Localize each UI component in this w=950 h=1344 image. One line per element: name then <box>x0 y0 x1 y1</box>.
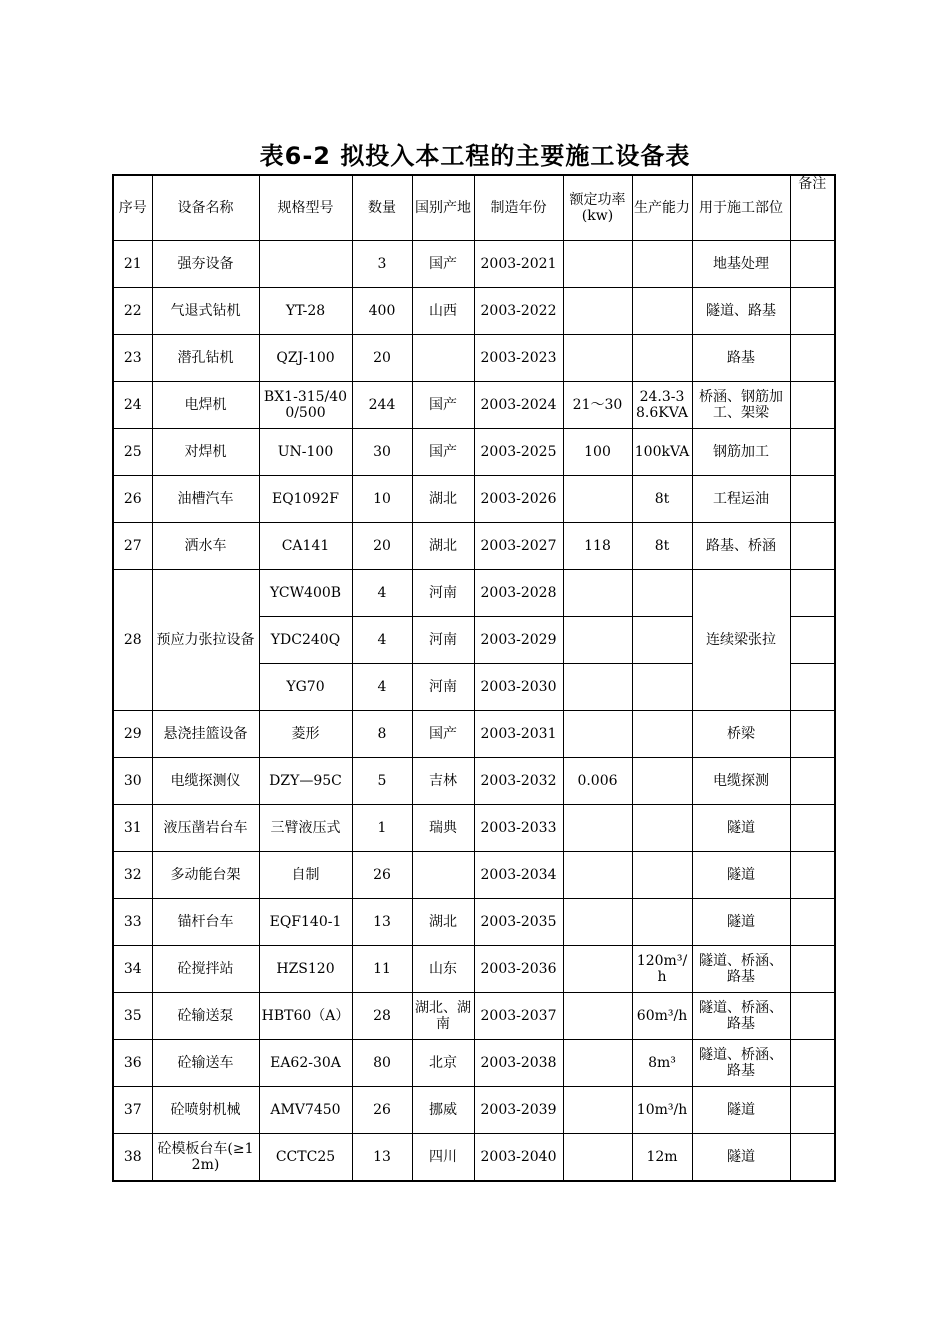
cell-seq: 25 <box>113 429 152 476</box>
cell-origin: 河南 <box>412 664 474 711</box>
table-row <box>113 899 835 946</box>
cell-year: 2003-2025 <box>474 429 563 476</box>
cell-year: 2003-2029 <box>474 617 563 664</box>
cell-qty: 13 <box>352 1134 412 1182</box>
cell-capacity <box>632 852 692 899</box>
table-row <box>113 288 835 335</box>
cell-capacity <box>632 617 692 664</box>
cell-note <box>790 617 835 664</box>
header-qty: 数量 <box>352 175 412 241</box>
cell-origin: 吉林 <box>412 758 474 805</box>
cell-name: 锚杆台车 <box>152 899 259 946</box>
cell-power <box>563 288 632 335</box>
cell-name: 电焊机 <box>152 382 259 429</box>
cell-note <box>790 1134 835 1182</box>
cell-spec: UN-100 <box>259 429 352 476</box>
cell-capacity <box>632 570 692 617</box>
cell-origin: 国产 <box>412 711 474 758</box>
cell-capacity <box>632 288 692 335</box>
cell-power <box>563 1134 632 1182</box>
cell-capacity: 100kVA <box>632 429 692 476</box>
cell-name: 砼搅拌站 <box>152 946 259 993</box>
cell-year: 2003-2040 <box>474 1134 563 1182</box>
cell-origin: 山西 <box>412 288 474 335</box>
cell-year: 2003-2028 <box>474 570 563 617</box>
cell-usage: 隧道、桥涵、路基 <box>692 993 790 1040</box>
header-origin: 国别产地 <box>412 175 474 241</box>
cell-usage: 钢筋加工 <box>692 429 790 476</box>
cell-capacity <box>632 241 692 288</box>
cell-capacity: 8t <box>632 523 692 570</box>
cell-note <box>790 570 835 617</box>
cell-name: 砼喷射机械 <box>152 1087 259 1134</box>
cell-qty: 3 <box>352 241 412 288</box>
cell-power <box>563 570 632 617</box>
cell-capacity: 60m³/h <box>632 993 692 1040</box>
cell-qty: 4 <box>352 617 412 664</box>
cell-note <box>790 899 835 946</box>
cell-note <box>790 993 835 1040</box>
cell-seq: 32 <box>113 852 152 899</box>
header-seq: 序号 <box>113 175 152 241</box>
cell-name: 油槽汽车 <box>152 476 259 523</box>
cell-usage: 隧道 <box>692 805 790 852</box>
cell-power <box>563 805 632 852</box>
cell-name: 潜孔钻机 <box>152 335 259 382</box>
cell-power <box>563 335 632 382</box>
cell-name: 砼输送车 <box>152 1040 259 1087</box>
cell-note <box>790 852 835 899</box>
cell-power <box>563 476 632 523</box>
cell-origin: 挪威 <box>412 1087 474 1134</box>
cell-qty: 20 <box>352 335 412 382</box>
table-row <box>113 805 835 852</box>
header-usage: 用于施工部位 <box>692 175 790 241</box>
cell-usage: 路基、桥涵 <box>692 523 790 570</box>
table-row <box>113 382 835 429</box>
header-row <box>113 175 835 241</box>
cell-name: 强夯设备 <box>152 241 259 288</box>
cell-usage: 连续梁张拉 <box>692 570 790 711</box>
table-row <box>113 476 835 523</box>
cell-spec: CCTC25 <box>259 1134 352 1182</box>
cell-spec: BX1-315/400/500 <box>259 382 352 429</box>
cell-capacity <box>632 711 692 758</box>
cell-year: 2003-2037 <box>474 993 563 1040</box>
cell-power <box>563 664 632 711</box>
cell-spec: CA141 <box>259 523 352 570</box>
cell-qty: 28 <box>352 993 412 1040</box>
cell-qty: 11 <box>352 946 412 993</box>
cell-seq: 31 <box>113 805 152 852</box>
cell-power <box>563 899 632 946</box>
cell-origin: 湖北 <box>412 476 474 523</box>
cell-seq: 38 <box>113 1134 152 1182</box>
cell-seq: 27 <box>113 523 152 570</box>
cell-qty: 244 <box>352 382 412 429</box>
cell-origin: 北京 <box>412 1040 474 1087</box>
cell-seq: 35 <box>113 993 152 1040</box>
cell-usage: 隧道 <box>692 899 790 946</box>
cell-qty: 5 <box>352 758 412 805</box>
cell-seq: 33 <box>113 899 152 946</box>
cell-note <box>790 288 835 335</box>
cell-usage: 隧道、路基 <box>692 288 790 335</box>
cell-name: 砼输送泵 <box>152 993 259 1040</box>
cell-name: 洒水车 <box>152 523 259 570</box>
header-power: 额定功率(kw) <box>563 175 632 241</box>
cell-seq: 26 <box>113 476 152 523</box>
cell-year: 2003-2033 <box>474 805 563 852</box>
cell-note <box>790 711 835 758</box>
cell-usage: 桥梁 <box>692 711 790 758</box>
cell-year: 2003-2026 <box>474 476 563 523</box>
cell-year: 2003-2034 <box>474 852 563 899</box>
cell-spec: YT-28 <box>259 288 352 335</box>
cell-seq: 29 <box>113 711 152 758</box>
cell-usage: 隧道 <box>692 1134 790 1182</box>
cell-power <box>563 711 632 758</box>
cell-capacity <box>632 758 692 805</box>
header-capacity: 生产能力 <box>632 175 692 241</box>
cell-capacity <box>632 664 692 711</box>
cell-year: 2003-2031 <box>474 711 563 758</box>
cell-note <box>790 241 835 288</box>
cell-capacity <box>632 899 692 946</box>
cell-note <box>790 946 835 993</box>
cell-origin: 湖北 <box>412 899 474 946</box>
cell-origin: 河南 <box>412 617 474 664</box>
table-row <box>113 946 835 993</box>
cell-power <box>563 241 632 288</box>
table-row <box>113 335 835 382</box>
cell-power: 0.006 <box>563 758 632 805</box>
cell-seq: 36 <box>113 1040 152 1087</box>
cell-spec: 自制 <box>259 852 352 899</box>
cell-spec: EA62-30A <box>259 1040 352 1087</box>
header-year: 制造年份 <box>474 175 563 241</box>
cell-power <box>563 852 632 899</box>
cell-power <box>563 1087 632 1134</box>
cell-origin: 湖北、湖南 <box>412 993 474 1040</box>
cell-spec: 菱形 <box>259 711 352 758</box>
cell-year: 2003-2036 <box>474 946 563 993</box>
cell-qty: 8 <box>352 711 412 758</box>
cell-name: 悬浇挂篮设备 <box>152 711 259 758</box>
cell-origin: 河南 <box>412 570 474 617</box>
cell-power <box>563 993 632 1040</box>
cell-year: 2003-2032 <box>474 758 563 805</box>
cell-note <box>790 335 835 382</box>
cell-note <box>790 476 835 523</box>
cell-spec: EQ1092F <box>259 476 352 523</box>
cell-note <box>790 1087 835 1134</box>
table-row <box>113 711 835 758</box>
cell-spec: YG70 <box>259 664 352 711</box>
table-row <box>113 1087 835 1134</box>
cell-origin: 瑞典 <box>412 805 474 852</box>
cell-name: 对焊机 <box>152 429 259 476</box>
cell-name: 预应力张拉设备 <box>152 570 259 711</box>
cell-origin: 国产 <box>412 241 474 288</box>
cell-seq: 37 <box>113 1087 152 1134</box>
cell-capacity: 120m³/h <box>632 946 692 993</box>
table-row <box>113 993 835 1040</box>
cell-spec: QZJ-100 <box>259 335 352 382</box>
cell-qty: 4 <box>352 570 412 617</box>
cell-year: 2003-2027 <box>474 523 563 570</box>
cell-usage: 隧道 <box>692 852 790 899</box>
cell-spec: YCW400B <box>259 570 352 617</box>
table-row <box>113 852 835 899</box>
cell-usage: 工程运油 <box>692 476 790 523</box>
cell-usage: 电缆探测 <box>692 758 790 805</box>
cell-spec: 三臂液压式 <box>259 805 352 852</box>
cell-spec: HZS120 <box>259 946 352 993</box>
cell-origin <box>412 852 474 899</box>
cell-qty: 1 <box>352 805 412 852</box>
page-title: 表6-2 拟投入本工程的主要施工设备表 <box>259 142 691 170</box>
cell-name: 电缆探测仪 <box>152 758 259 805</box>
table-row <box>113 1040 835 1087</box>
cell-note <box>790 429 835 476</box>
cell-capacity: 24.3-38.6KVA <box>632 382 692 429</box>
table-row <box>113 758 835 805</box>
cell-qty: 400 <box>352 288 412 335</box>
cell-year: 2003-2024 <box>474 382 563 429</box>
cell-power: 21～30 <box>563 382 632 429</box>
cell-seq: 34 <box>113 946 152 993</box>
cell-origin: 国产 <box>412 382 474 429</box>
cell-year: 2003-2038 <box>474 1040 563 1087</box>
cell-qty: 4 <box>352 664 412 711</box>
cell-usage: 路基 <box>692 335 790 382</box>
cell-power <box>563 617 632 664</box>
cell-usage: 隧道 <box>692 1087 790 1134</box>
cell-name: 多动能台架 <box>152 852 259 899</box>
cell-origin: 湖北 <box>412 523 474 570</box>
table-row <box>113 1134 835 1182</box>
equipment-table <box>112 174 836 1182</box>
cell-qty: 10 <box>352 476 412 523</box>
cell-seq: 22 <box>113 288 152 335</box>
cell-spec: YDC240Q <box>259 617 352 664</box>
cell-capacity: 12m <box>632 1134 692 1182</box>
header-note: 备注 <box>790 175 835 241</box>
cell-usage: 桥涵、钢筋加工、架梁 <box>692 382 790 429</box>
cell-name: 气退式钻机 <box>152 288 259 335</box>
cell-seq: 30 <box>113 758 152 805</box>
header-spec: 规格型号 <box>259 175 352 241</box>
cell-qty: 13 <box>352 899 412 946</box>
cell-origin: 山东 <box>412 946 474 993</box>
table-row <box>113 523 835 570</box>
cell-year: 2003-2039 <box>474 1087 563 1134</box>
cell-spec <box>259 241 352 288</box>
cell-usage: 隧道、桥涵、路基 <box>692 946 790 993</box>
cell-qty: 26 <box>352 852 412 899</box>
cell-spec: HBT60（A） <box>259 993 352 1040</box>
cell-seq: 23 <box>113 335 152 382</box>
cell-year: 2003-2030 <box>474 664 563 711</box>
cell-spec: AMV7450 <box>259 1087 352 1134</box>
cell-power <box>563 946 632 993</box>
cell-power: 118 <box>563 523 632 570</box>
cell-capacity <box>632 805 692 852</box>
cell-qty: 30 <box>352 429 412 476</box>
table-row <box>113 570 835 617</box>
cell-note <box>790 664 835 711</box>
cell-power: 100 <box>563 429 632 476</box>
cell-usage: 地基处理 <box>692 241 790 288</box>
table-row <box>113 429 835 476</box>
cell-seq: 21 <box>113 241 152 288</box>
cell-qty: 80 <box>352 1040 412 1087</box>
cell-year: 2003-2035 <box>474 899 563 946</box>
cell-note <box>790 523 835 570</box>
cell-origin <box>412 335 474 382</box>
cell-capacity <box>632 335 692 382</box>
cell-capacity: 10m³/h <box>632 1087 692 1134</box>
cell-origin: 四川 <box>412 1134 474 1182</box>
cell-seq: 28 <box>113 570 152 711</box>
cell-note <box>790 382 835 429</box>
cell-note <box>790 758 835 805</box>
table-row <box>113 241 835 288</box>
cell-qty: 26 <box>352 1087 412 1134</box>
cell-qty: 20 <box>352 523 412 570</box>
cell-year: 2003-2021 <box>474 241 563 288</box>
cell-origin: 国产 <box>412 429 474 476</box>
cell-year: 2003-2023 <box>474 335 563 382</box>
header-name: 设备名称 <box>152 175 259 241</box>
cell-year: 2003-2022 <box>474 288 563 335</box>
cell-name: 砼模板台车(≥12m) <box>152 1134 259 1182</box>
cell-note <box>790 805 835 852</box>
cell-capacity: 8m³ <box>632 1040 692 1087</box>
cell-note <box>790 1040 835 1087</box>
cell-spec: EQF140-1 <box>259 899 352 946</box>
cell-power <box>563 1040 632 1087</box>
cell-spec: DZY—95C <box>259 758 352 805</box>
cell-capacity: 8t <box>632 476 692 523</box>
cell-usage: 隧道、桥涵、路基 <box>692 1040 790 1087</box>
cell-seq: 24 <box>113 382 152 429</box>
cell-name: 液压凿岩台车 <box>152 805 259 852</box>
